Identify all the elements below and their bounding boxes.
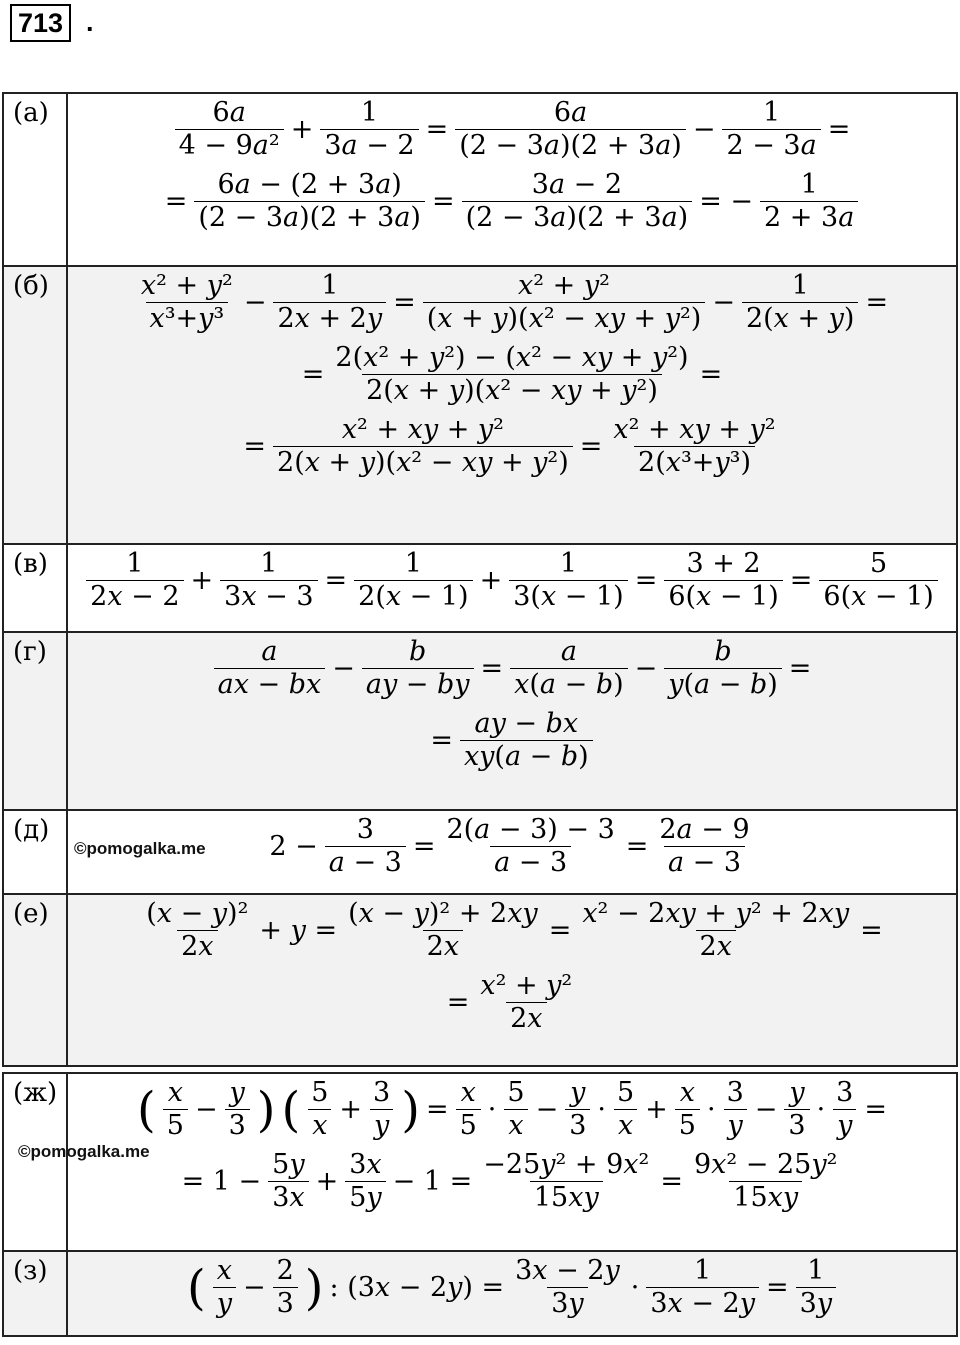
numerator: 3 xyxy=(356,814,374,845)
equation-line xyxy=(68,411,956,483)
operator: = xyxy=(446,987,470,1019)
denominator: 𝑦 xyxy=(213,1287,236,1320)
fraction xyxy=(511,1255,624,1321)
denominator: 3𝑦 xyxy=(547,1287,587,1320)
denominator: 𝑥 xyxy=(504,1109,527,1142)
fraction xyxy=(690,1149,841,1215)
fraction xyxy=(320,97,418,163)
fraction xyxy=(345,1149,385,1215)
numerator: 1 xyxy=(360,97,379,128)
numerator: 6𝑎 xyxy=(212,97,246,128)
denominator: (2 − 3𝑎)(2 + 3𝑎) xyxy=(462,201,693,234)
denominator: 3 xyxy=(784,1109,809,1142)
operator: = xyxy=(788,653,812,685)
row-label: (д) xyxy=(3,810,67,894)
operator: + xyxy=(290,114,314,146)
fraction xyxy=(460,708,593,774)
operator: = xyxy=(789,565,813,597)
numerator: 2𝑎 − 9 xyxy=(659,814,750,845)
equation-line xyxy=(68,1146,956,1218)
denominator: 2𝑥 xyxy=(506,1002,546,1035)
numerator: 5 xyxy=(311,1077,329,1108)
fraction xyxy=(510,636,627,702)
numerator: 𝑥² + 𝑥𝑦 + 𝑦² xyxy=(341,413,504,445)
fraction xyxy=(722,97,820,163)
fraction xyxy=(655,814,753,880)
fraction xyxy=(220,548,317,614)
operator: = xyxy=(860,915,883,947)
solution-row-a xyxy=(3,93,957,266)
operator: · xyxy=(630,1272,640,1304)
task-number: 713 xyxy=(10,4,71,42)
fraction xyxy=(331,342,692,408)
row-label: (е) xyxy=(3,894,67,1066)
bracket: ( xyxy=(137,1081,156,1138)
numerator: 3 xyxy=(373,1077,391,1108)
fraction xyxy=(455,97,686,163)
operator: = xyxy=(425,114,449,146)
numerator: 3𝑥 xyxy=(349,1148,382,1180)
solution-table xyxy=(2,92,958,1067)
numerator: 𝑥 xyxy=(679,1077,695,1108)
solution-row-zh xyxy=(3,1073,957,1251)
denominator: 3𝑥 − 3 xyxy=(220,580,317,613)
numerator: 1 xyxy=(559,548,578,579)
fraction xyxy=(819,548,937,614)
equation-line xyxy=(68,267,956,339)
equation-line xyxy=(68,633,956,705)
denominator: 15𝑥𝑦 xyxy=(530,1181,603,1214)
equation-line xyxy=(68,705,956,777)
operator: · xyxy=(597,1094,606,1126)
fraction xyxy=(476,970,576,1036)
operator: = xyxy=(579,430,603,462)
denominator: 3𝑥 − 2𝑦 xyxy=(646,1287,759,1320)
denominator: 5 xyxy=(163,1109,188,1142)
fraction xyxy=(214,636,326,702)
numerator: 𝑥 xyxy=(460,1077,476,1108)
operator: = xyxy=(660,1166,683,1198)
numerator: 𝑎 xyxy=(560,636,577,667)
equation-line xyxy=(68,94,956,166)
fraction xyxy=(369,1077,394,1143)
row-label: (г) xyxy=(3,632,67,810)
numerator: 5𝑦 xyxy=(272,1148,305,1180)
denominator: 𝑦 xyxy=(370,1109,393,1142)
denominator: 𝑥 xyxy=(308,1109,331,1142)
denominator: 2(𝑥 − 1) xyxy=(354,580,472,613)
fraction xyxy=(137,270,237,336)
operator: = xyxy=(864,1094,887,1126)
denominator: 3(𝑥 − 1) xyxy=(509,580,627,613)
fraction xyxy=(664,636,782,702)
operator: + xyxy=(315,1166,339,1198)
fraction xyxy=(362,636,474,702)
denominator: 𝑥³+𝑦³ xyxy=(146,302,229,335)
denominator: 5𝑦 xyxy=(345,1181,385,1214)
row-label: (б) xyxy=(3,266,67,544)
fraction xyxy=(742,270,859,336)
denominator: 2𝑥 xyxy=(696,930,736,963)
numerator: (𝑥 − 𝑦)² + 2𝑥𝑦 xyxy=(348,898,538,929)
denominator: 3 xyxy=(273,1287,298,1320)
denominator: 𝑥𝑦(𝑎 − 𝑏) xyxy=(460,740,593,773)
denominator: 2𝑥 xyxy=(423,930,463,963)
fraction xyxy=(163,1077,188,1143)
equation-line xyxy=(68,545,956,617)
operator: = xyxy=(164,186,188,218)
denominator: (2 − 3𝑎)(2 + 3𝑎) xyxy=(194,201,425,234)
denominator: 𝑦(𝑎 − 𝑏) xyxy=(664,668,782,701)
denominator: 2(𝑥 + 𝑦)(𝑥² − 𝑥𝑦 + 𝑦²) xyxy=(362,374,662,407)
denominator: 𝑦 xyxy=(833,1109,856,1142)
row-content xyxy=(67,632,957,810)
fraction xyxy=(456,1077,481,1143)
operator: = xyxy=(431,186,455,218)
row-label: (а) xyxy=(3,93,67,266)
fraction xyxy=(609,414,779,480)
equation-line xyxy=(68,895,956,967)
numerator: 1 xyxy=(694,1255,712,1286)
fraction xyxy=(503,1077,528,1143)
bracket: ) xyxy=(256,1081,276,1138)
denominator: 3𝑎 − 2 xyxy=(320,129,418,162)
numerator: 1 xyxy=(260,548,278,579)
operator: = xyxy=(324,565,348,597)
operator: = − xyxy=(699,186,754,218)
denominator: 2(𝑥 + 𝑦) xyxy=(742,302,859,335)
operator: = xyxy=(393,287,416,319)
denominator: 3 xyxy=(225,1109,250,1142)
row-content xyxy=(67,544,957,632)
solution-row-d xyxy=(3,810,957,894)
equation-line xyxy=(68,1252,956,1324)
numerator: 1 xyxy=(126,548,144,579)
operator: = xyxy=(699,359,723,391)
solution-row-g xyxy=(3,632,957,810)
operator: = xyxy=(865,287,889,319)
numerator: 𝑥² + 𝑦² xyxy=(480,969,573,1001)
operator: + xyxy=(190,565,214,597)
numerator: 2(𝑎 − 3) − 3 xyxy=(446,814,615,845)
denominator: 𝑎𝑦 − 𝑏𝑦 xyxy=(362,668,474,701)
operator: − xyxy=(634,653,658,685)
operator: = xyxy=(827,114,851,146)
denominator: 𝑦 xyxy=(724,1109,747,1142)
solution-row-v xyxy=(3,544,957,632)
denominator: 𝑎 − 3 xyxy=(490,846,571,879)
denominator: 5 xyxy=(675,1109,700,1142)
fraction xyxy=(664,548,782,614)
task-number-dot: . xyxy=(86,7,94,37)
numerator: 6𝑎 xyxy=(553,97,588,128)
denominator: 15𝑥𝑦 xyxy=(729,1181,802,1214)
numerator: 3 xyxy=(726,1077,744,1108)
fraction xyxy=(268,1149,308,1215)
denominator: 2 − 3𝑎 xyxy=(722,129,820,162)
denominator: 𝑎 − 3 xyxy=(325,846,406,879)
operator: − xyxy=(535,1094,559,1126)
numerator: 𝑥² + 𝑦² xyxy=(518,270,610,301)
denominator: 2(𝑥³+𝑦³) xyxy=(634,446,755,479)
row-content xyxy=(18,1073,957,1251)
fraction xyxy=(325,814,406,880)
operator: = xyxy=(480,653,504,685)
row-content xyxy=(67,93,957,266)
solution-row-b xyxy=(3,266,957,544)
fraction xyxy=(86,548,183,614)
numerator: 𝑥 xyxy=(167,1077,183,1108)
row-content xyxy=(67,894,957,1066)
numerator: 2(𝑥² + 𝑦²) − (𝑥² − 𝑥𝑦 + 𝑦²) xyxy=(335,341,689,373)
operator: = xyxy=(412,831,436,863)
numerator: 𝑦 xyxy=(229,1077,245,1108)
operator: = xyxy=(301,359,325,391)
denominator: 𝑥 xyxy=(614,1109,637,1142)
solution-row-e xyxy=(3,894,957,1066)
fraction xyxy=(760,169,858,235)
operator: − 1 = xyxy=(392,1166,473,1198)
numerator: (𝑥 − 𝑦)² xyxy=(146,898,249,929)
operator: · xyxy=(706,1094,716,1126)
numerator: 𝑦 xyxy=(789,1077,805,1108)
operator: = xyxy=(243,430,267,462)
fraction xyxy=(273,1255,298,1321)
denominator: 5 xyxy=(456,1109,481,1142)
operator: = 1 − xyxy=(181,1166,262,1198)
operator: = xyxy=(548,915,572,947)
fraction xyxy=(307,1077,332,1143)
fraction xyxy=(796,1255,836,1321)
operator: + 𝑦 = xyxy=(259,915,338,947)
operator: − xyxy=(692,114,716,146)
numerator: 𝑥² + 𝑦² xyxy=(140,270,233,301)
fraction xyxy=(675,1077,700,1143)
fraction xyxy=(194,169,425,235)
operator: − xyxy=(242,1272,266,1304)
numerator: 3𝑎 − 2 xyxy=(531,168,623,200)
fraction xyxy=(354,548,472,614)
fraction xyxy=(565,1077,590,1143)
fraction xyxy=(344,898,542,964)
operator: = xyxy=(425,1094,449,1126)
numerator: 3 + 2 xyxy=(686,548,761,579)
watermark: ©pomogalka.me xyxy=(74,839,206,858)
fraction xyxy=(142,898,252,964)
numerator: −25𝑦² + 9𝑥² xyxy=(483,1148,650,1180)
fraction xyxy=(175,97,284,163)
numerator: 1 xyxy=(763,97,781,128)
fraction xyxy=(442,814,618,880)
operator: = xyxy=(634,565,658,597)
operator: − xyxy=(243,287,267,319)
denominator: 3 xyxy=(565,1109,590,1142)
numerator: 1 xyxy=(404,548,422,579)
operator: 2 − xyxy=(269,831,318,863)
numerator: 𝑥 xyxy=(216,1255,232,1286)
bracket: ) xyxy=(304,1259,324,1316)
operator: − xyxy=(712,287,735,319)
numerator: 2 xyxy=(276,1255,294,1286)
denominator: 2𝑥 xyxy=(177,930,217,963)
equation-line xyxy=(68,339,956,411)
solution-row-z xyxy=(3,1251,957,1336)
equation-line xyxy=(68,1074,956,1146)
operator: = xyxy=(625,831,649,863)
numerator: 𝑥² + 𝑥𝑦 + 𝑦² xyxy=(613,413,776,445)
operator: : (3𝑥 − 2𝑦) = xyxy=(329,1272,505,1304)
watermark: ©pomogalka.me xyxy=(18,1142,150,1161)
numerator: 5 xyxy=(507,1077,525,1108)
numerator: 3𝑥 − 2𝑦 xyxy=(515,1255,620,1286)
solution-table-2 xyxy=(2,1072,958,1337)
numerator: 𝑏 xyxy=(409,636,427,667)
numerator: 5 xyxy=(616,1077,635,1108)
fraction xyxy=(213,1255,236,1321)
operator: · xyxy=(487,1094,497,1126)
numerator: 5 xyxy=(870,548,888,579)
denominator: 6(𝑥 − 1) xyxy=(664,580,782,613)
fraction xyxy=(462,169,693,235)
operator: − xyxy=(754,1094,778,1126)
fraction xyxy=(273,270,386,336)
operator: − xyxy=(194,1094,218,1126)
row-label: (в) xyxy=(3,544,67,632)
denominator: 𝑎𝑥 − 𝑏𝑥 xyxy=(214,668,326,701)
row-label: (з) xyxy=(3,1251,67,1336)
row-content xyxy=(67,266,957,544)
fraction xyxy=(832,1077,857,1143)
numerator: 𝑎𝑦 − 𝑏𝑥 xyxy=(474,707,579,739)
denominator: 2𝑥 + 2𝑦 xyxy=(273,302,386,335)
bracket: ) xyxy=(401,1081,420,1138)
fraction xyxy=(225,1077,250,1143)
row-content xyxy=(67,810,957,894)
fraction xyxy=(784,1077,809,1143)
operator: = xyxy=(765,1272,789,1304)
numerator: 9𝑥² − 25𝑦² xyxy=(693,1148,838,1180)
denominator: 3𝑥 xyxy=(268,1181,308,1214)
numerator: 6𝑎 − (2 + 3𝑎) xyxy=(217,168,402,200)
numerator: 1 xyxy=(321,270,339,301)
equation-line xyxy=(68,166,956,238)
bracket: ( xyxy=(186,1259,206,1316)
denominator: 6(𝑥 − 1) xyxy=(819,580,937,613)
numerator: 3 xyxy=(836,1077,854,1108)
operator: + xyxy=(479,565,503,597)
numerator: 𝑏 xyxy=(714,636,732,667)
fraction xyxy=(479,1149,653,1215)
fraction xyxy=(613,1077,638,1143)
numerator: 1 xyxy=(791,270,809,301)
equation-line xyxy=(68,967,956,1039)
denominator: 𝑎 − 3 xyxy=(664,846,745,879)
row-content xyxy=(67,1251,957,1336)
denominator: 𝑥(𝑎 − 𝑏) xyxy=(510,668,627,701)
denominator: 3𝑦 xyxy=(796,1287,836,1320)
denominator: (2 − 3𝑎)(2 + 3𝑎) xyxy=(455,129,686,162)
denominator: 2(𝑥 + 𝑦)(𝑥² − 𝑥𝑦 + 𝑦²) xyxy=(273,446,573,479)
operator: · xyxy=(816,1094,826,1126)
bracket: ( xyxy=(281,1081,301,1138)
numerator: 1 xyxy=(807,1255,825,1286)
numerator: 𝑥² − 2𝑥𝑦 + 𝑦² + 2𝑥𝑦 xyxy=(582,898,850,929)
fraction xyxy=(423,270,706,336)
operator: + xyxy=(339,1094,363,1126)
fraction xyxy=(509,548,627,614)
fraction xyxy=(578,898,853,964)
denominator: 2 + 3𝑎 xyxy=(760,201,858,234)
operator: + xyxy=(645,1094,668,1126)
denominator: (𝑥 + 𝑦)(𝑥² − 𝑥𝑦 + 𝑦²) xyxy=(423,302,706,335)
fraction xyxy=(723,1077,748,1143)
row-label: (ж) xyxy=(3,1073,67,1251)
numerator: 𝑎 xyxy=(261,636,278,667)
operator: − xyxy=(332,653,355,685)
denominator: 4 − 9𝑎² xyxy=(175,129,284,162)
numerator: 1 xyxy=(800,168,818,200)
denominator: 2𝑥 − 2 xyxy=(86,580,183,613)
operator: = xyxy=(430,725,453,757)
fraction xyxy=(646,1255,759,1321)
fraction xyxy=(273,414,573,480)
numerator: 𝑦 xyxy=(570,1077,586,1108)
